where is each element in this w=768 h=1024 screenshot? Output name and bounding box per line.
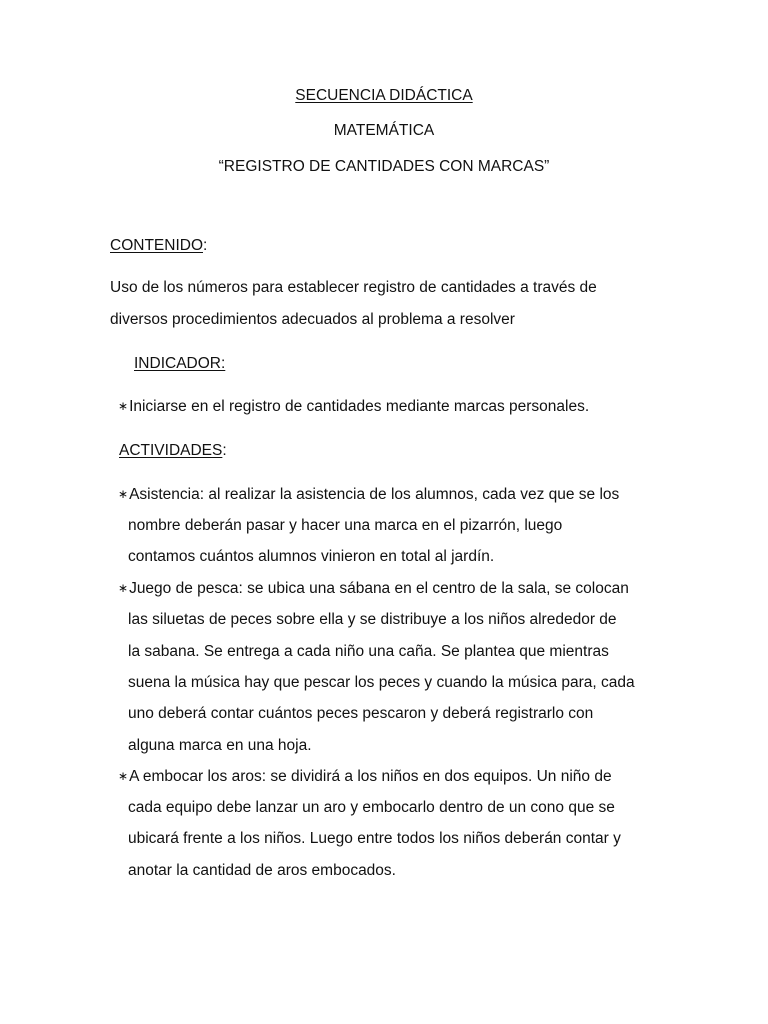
actividad-2-line-5: uno deberá contar cuántos peces pescaron y deberá registrarlo con	[128, 705, 594, 722]
actividades-heading-row	[119, 442, 227, 460]
actividad-2-line-4: suena la música hay que pescar los peces y cuando la música para, cada	[128, 674, 635, 691]
actividad-2-text: Juego de pesca: se ubica una sábana en el centro de la sala, se colocan	[129, 580, 629, 597]
asterisk-bullet-icon: ∗	[118, 581, 129, 595]
indicador-item-text: Iniciarse en el registro de cantidades mediante marcas personales.	[129, 398, 590, 415]
indicador-item	[118, 398, 589, 416]
indicador-heading: INDICADOR:	[134, 355, 226, 372]
actividad-3-line-2: cada equipo debe lanzar un aro y embocarlo dentro de un cono que se	[128, 799, 615, 816]
actividad-2-line-6: alguna marca en una hoja.	[128, 737, 312, 754]
actividades-heading: ACTIVIDADES	[119, 442, 223, 459]
actividad-2-line-2: las siluetas de peces sobre ella y se distribuye a los niños alrededor de	[128, 611, 617, 628]
document-topic: “REGISTRO DE CANTIDADES CON MARCAS”	[218, 158, 550, 175]
actividad-1-line-2: nombre deberán pasar y hacer una marca en el pizarrón, luego	[128, 517, 563, 534]
actividad-1-text: Asistencia: al realizar la asistencia de los alumnos, cada vez que se los	[129, 486, 620, 503]
actividad-3-text: A embocar los aros: se dividirá a los niños en dos equipos. Un niño de	[129, 768, 612, 785]
actividad-2-line-3: la sabana. Se entrega a cada niño una caña. Se plantea que mientras	[128, 643, 609, 660]
contenido-heading: CONTENIDO	[110, 237, 203, 254]
actividad-1-line-1	[118, 486, 619, 504]
actividades-heading-suffix: :	[222, 442, 227, 459]
contenido-line-1: Uso de los números para establecer registro de cantidades a través de	[110, 279, 597, 296]
contenido-heading-row	[110, 237, 207, 255]
asterisk-bullet-icon: ∗	[118, 399, 129, 413]
document-title: SECUENCIA DIDÁCTICA	[295, 87, 473, 104]
actividad-3-line-4: anotar la cantidad de aros embocados.	[128, 862, 396, 879]
actividad-3-line-1	[118, 768, 612, 786]
asterisk-bullet-icon: ∗	[118, 769, 129, 783]
document-subject: MATEMÁTICA	[333, 122, 435, 139]
actividad-2-line-1	[118, 580, 629, 598]
actividad-1-line-3: contamos cuántos alumnos vinieron en total al jardín.	[128, 548, 495, 565]
contenido-heading-suffix: :	[203, 237, 208, 254]
contenido-line-2: diversos procedimientos adecuados al problema a resolver	[110, 311, 515, 328]
asterisk-bullet-icon: ∗	[118, 487, 129, 501]
actividad-3-line-3: ubicará frente a los niños. Luego entre todos los niños deberán contar y	[128, 830, 621, 847]
